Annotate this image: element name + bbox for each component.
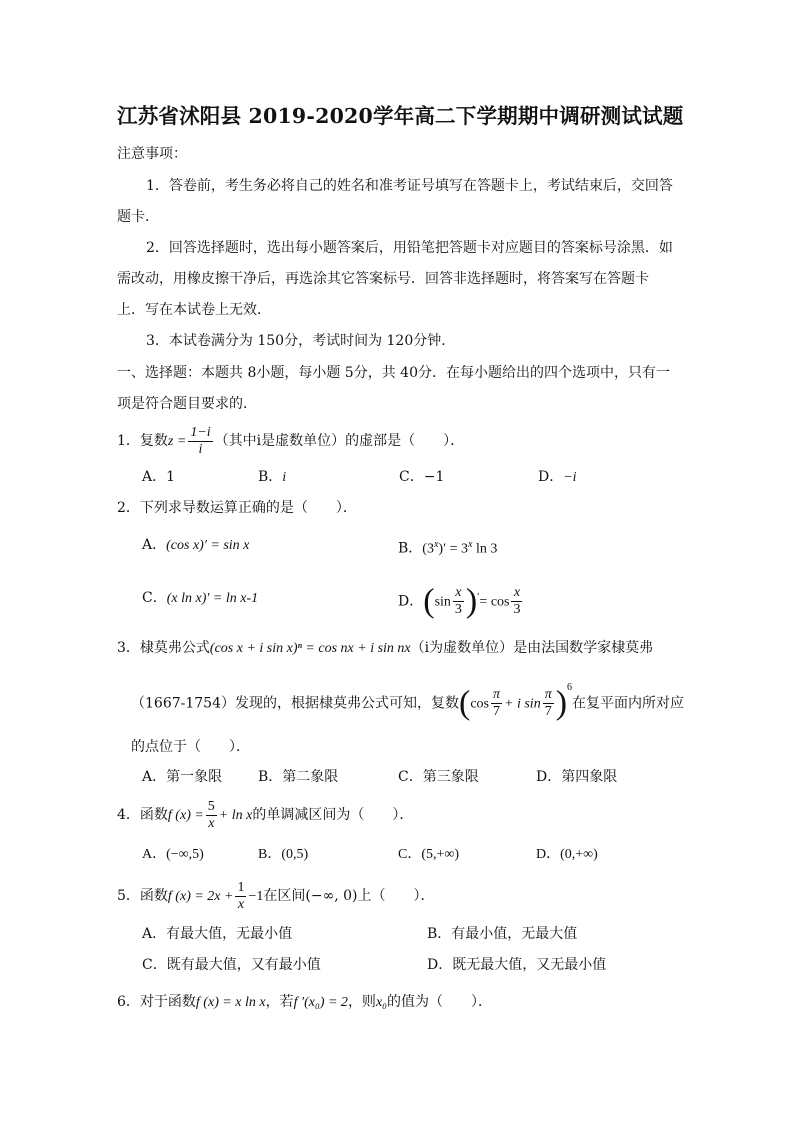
q6-prefix: 6．对于函数 <box>117 994 196 1010</box>
q2-d-fraction <box>453 585 464 618</box>
q3-cos: cos <box>470 696 489 712</box>
q2-d-paren-open: ( <box>423 582 435 620</box>
q2-option-c-label: C． <box>142 590 167 606</box>
q1-suffix: （其中i是虚数单位）的虚部是（ ）． <box>214 433 465 449</box>
q3-seven-2: 7 <box>544 704 552 720</box>
q3-paren-close: ) <box>555 684 568 722</box>
q5-option-a: A．有最大值，无最小值 <box>142 926 293 942</box>
q4-denominator: x <box>208 815 215 831</box>
notice-item-1-cont: 题卡． <box>117 209 159 225</box>
q4-prefix: 4．函数 <box>117 807 168 823</box>
q2-option-b-expr-c: ln 3 <box>472 541 498 557</box>
q2-option-c-expr: (x ln x)′ = ln x-1 <box>166 591 259 606</box>
q3-fraction-2 <box>543 687 554 720</box>
q2-option-b-sup: x <box>433 539 439 550</box>
q1-option-b-label: B． <box>258 469 283 485</box>
q3-pi-1: π <box>493 687 501 703</box>
q2-d-paren-close: ) <box>465 582 478 620</box>
q4-rest: + ln x <box>218 808 253 823</box>
q5-option-b: B．有最小值，无最大值 <box>427 926 578 942</box>
q4-lhs: f (x) = <box>167 808 204 823</box>
q6-mid2: ，则 <box>347 994 376 1010</box>
q1-option-d-label: D． <box>538 469 564 485</box>
q3-option-b: B．第二象限 <box>258 769 339 785</box>
question-6-stem <box>117 992 492 1013</box>
q2-option-b <box>398 535 497 560</box>
q6-x0: x₀ <box>375 995 388 1010</box>
q3-fraction-1 <box>491 687 502 720</box>
q5-numerator: 1 <box>237 879 245 895</box>
q6-condition: f ′(x₀) = 2 <box>293 995 348 1010</box>
question-4-stem <box>117 797 413 834</box>
notice-item-2-cont: 需改动，用橡皮擦干净后，再选涂其它答案标号．回答非选择题时，将答案写在答题卡 <box>117 271 649 287</box>
q2-option-a <box>142 535 249 556</box>
q1-prefix: 1．复数 <box>117 433 168 449</box>
q1-option-c: C．−1 <box>399 469 445 485</box>
question-3-stem <box>117 638 653 659</box>
q1-numerator: 1−i <box>190 424 211 440</box>
q2-d-num: x <box>453 585 464 602</box>
q3-line2-b: 在复平面内所对应 <box>572 695 685 712</box>
q1-option-d-value: −i <box>563 470 577 485</box>
q4-option-a: A．(−∞,5) <box>142 847 204 862</box>
notice-item-2: 2．回答选择题时，选出每小题答案后，用铅笔把答题卡对应题目的答案标号涂黑．如 <box>146 240 673 256</box>
q4-option-b: B．(0,5) <box>258 847 309 862</box>
q2-option-d <box>398 578 524 623</box>
q2-d-num-2: x <box>511 585 522 602</box>
q1-option-b <box>258 467 286 488</box>
q1-option-a: A．1 <box>142 469 176 485</box>
question-3-line-2 <box>131 678 684 727</box>
notice-item-1: 1．答卷前，考生务必将自己的姓名和准考证号填写在答题卡上，考试结束后，交回答 <box>146 178 673 194</box>
q2-option-a-expr: (cos x)′ = sin x <box>166 538 250 553</box>
question-1-stem <box>117 424 464 459</box>
q4-numerator: 5 <box>207 798 215 814</box>
q2-option-b-label: B． <box>398 540 423 557</box>
q3-pi-2: π <box>544 687 552 703</box>
q4-option-c: C．(5,+∞) <box>398 847 460 862</box>
q2-d-den-2: 3 <box>513 602 521 618</box>
q1-fraction <box>188 425 212 458</box>
page-title: 江苏省沭阳县 2019-2020学年高二下学期期中调研测试试题 <box>117 104 684 128</box>
q3-line2-a: （1667-1754）发现的，根据棣莫弗公式可知，复数 <box>131 695 459 712</box>
q3-option-d: D．第四象限 <box>536 769 618 785</box>
q3-option-a: A．第一象限 <box>142 769 223 785</box>
q2-option-d-label: D． <box>398 593 424 610</box>
q2-option-c <box>142 588 258 609</box>
q3-isin: + i sin <box>504 696 541 712</box>
q5-fraction <box>235 880 246 913</box>
q5-option-d: D．既无最大值，又无最小值 <box>427 957 607 973</box>
q5-denominator: x <box>237 896 245 912</box>
q2-option-b-expr-a: (3 <box>422 541 434 557</box>
question-2-stem: 2．下列求导数运算正确的是（ ）． <box>117 500 357 516</box>
q5-rest: −1 <box>248 889 264 904</box>
q6-suffix: 的值为（ ）． <box>387 994 493 1010</box>
q5-option-c: C．既有最大值，又有最小值 <box>142 957 321 973</box>
q3-formula: (cos x + i sin x)ⁿ = cos nx + i sin nx <box>209 641 411 656</box>
q4-option-d: D．(0,+∞) <box>536 847 598 862</box>
q3-power: 6 <box>567 682 573 693</box>
q2-option-d-eq: = cos <box>479 594 510 610</box>
q2-option-d-sin: sin <box>434 594 451 610</box>
q1-option-b-value: i <box>282 470 287 485</box>
q2-d-den: 3 <box>454 602 462 618</box>
q2-option-b-sup2: x <box>468 539 473 550</box>
q1-option-d <box>538 467 577 488</box>
q6-function: f (x) = x ln x <box>195 995 266 1010</box>
question-5-stem <box>117 878 435 915</box>
q5-prefix: 5．函数 <box>117 888 168 904</box>
q1-denominator: i <box>198 441 203 457</box>
q3-suffix: （i为虚数单位）是由法国数学家棣莫弗 <box>410 640 654 656</box>
q1-lhs: z = <box>167 434 187 449</box>
q5-suffix: 在区间(−∞, 0)上（ ）． <box>263 888 435 904</box>
q4-fraction <box>206 799 217 832</box>
q5-lhs: f (x) = 2x + <box>167 889 234 904</box>
notice-item-3: 3．本试卷满分为 150分，考试时间为 120分钟． <box>146 333 456 349</box>
q2-d-fraction-2 <box>511 585 522 618</box>
q4-suffix: 的单调减区间为（ ）． <box>252 807 414 823</box>
q3-seven-1: 7 <box>493 704 500 720</box>
q6-mid: ，若 <box>265 994 294 1010</box>
q3-paren-open: ( <box>459 684 471 722</box>
q3-prefix: 3．棣莫弗公式 <box>117 640 210 656</box>
notice-item-2-cont2: 上．写在本试卷上无效． <box>117 302 271 318</box>
q3-option-c: C．第三象限 <box>398 769 479 785</box>
q2-option-a-label: A． <box>142 537 167 553</box>
q2-option-b-expr-b: )′ = 3 <box>438 541 469 557</box>
section-heading: 一、选择题：本题共 8小题，每小题 5分，共 40分．在每小题给出的四个选项中，只有一 <box>117 365 670 381</box>
section-heading-cont: 项是符合题目要求的． <box>117 396 257 412</box>
question-3-line-3: 的点位于（ ）． <box>131 739 250 755</box>
q2-d-prime: ′ <box>477 592 480 603</box>
notice-heading: 注意事项： <box>117 146 187 162</box>
